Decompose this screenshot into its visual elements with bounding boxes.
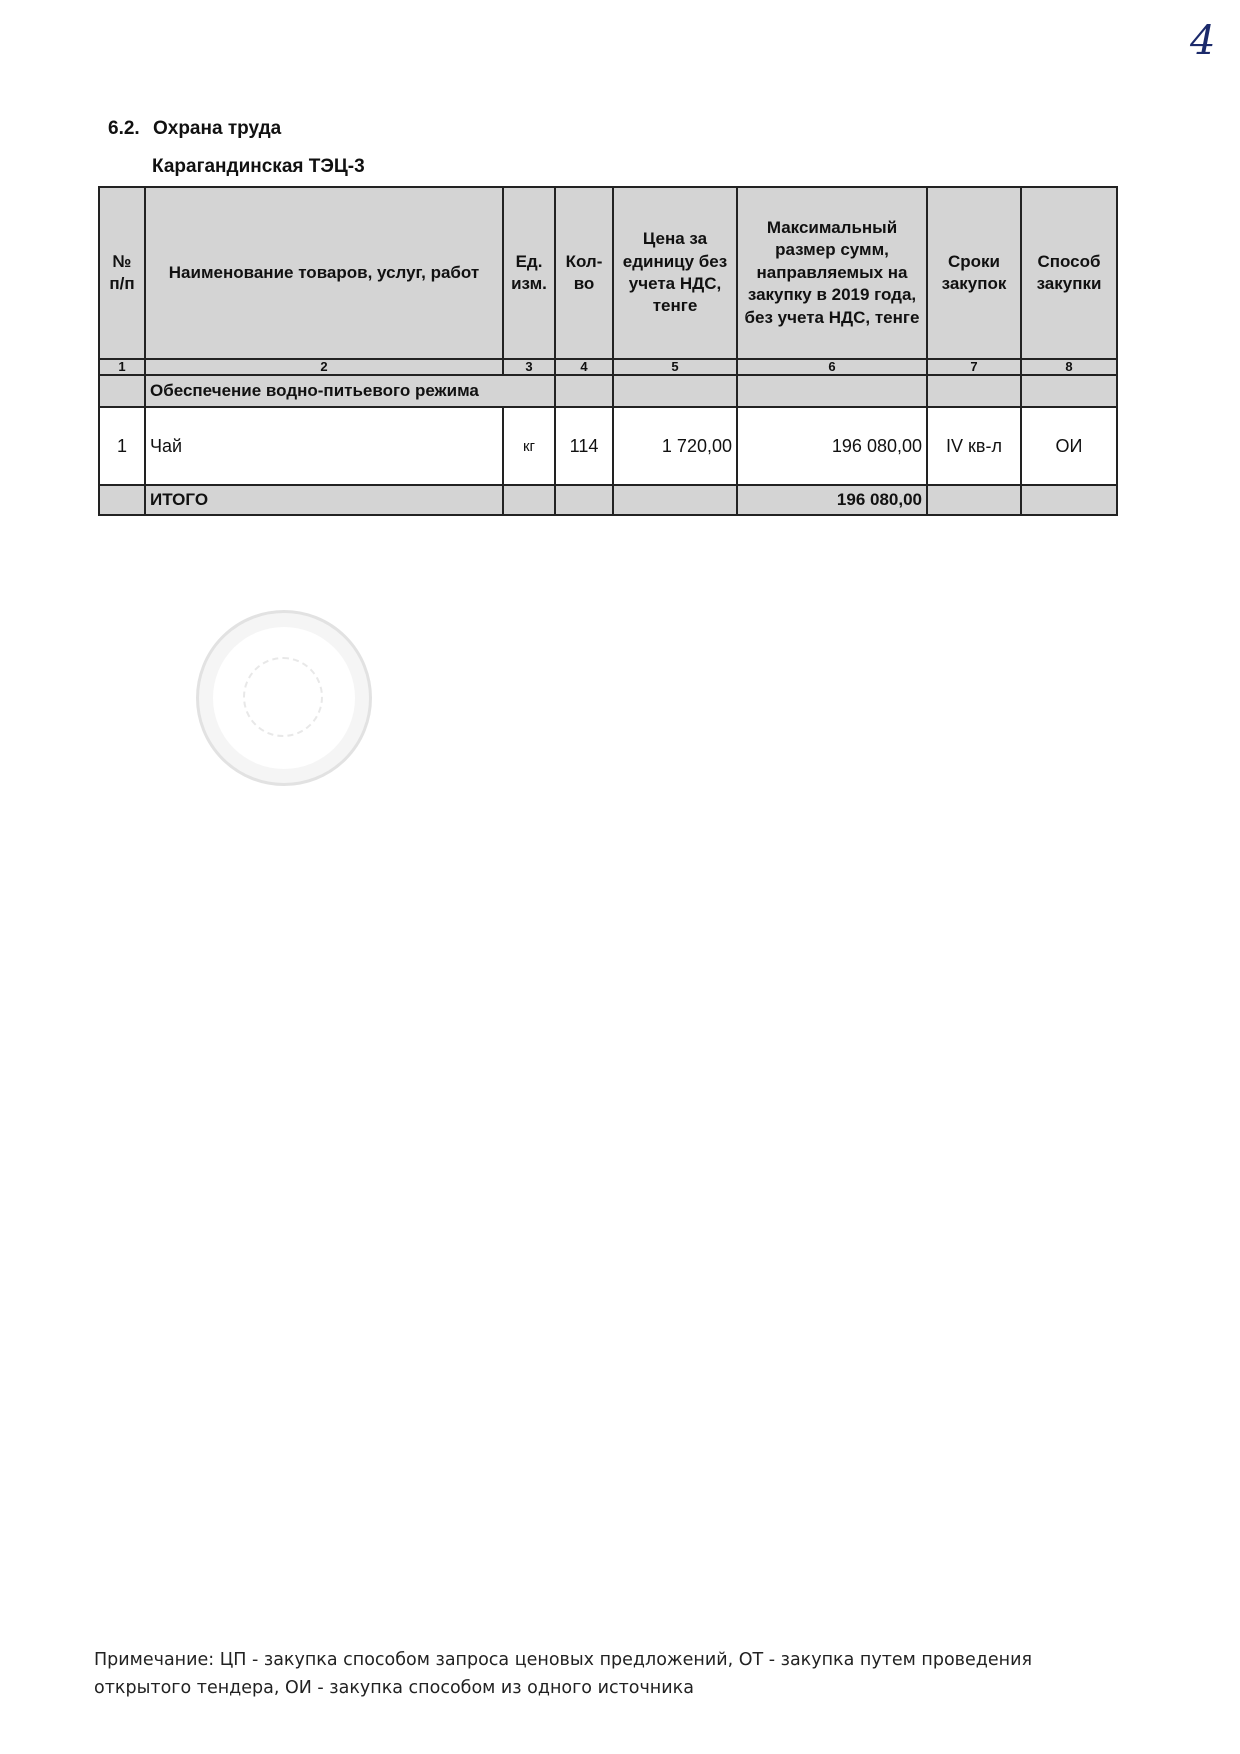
item-method: ОИ [1021, 407, 1117, 485]
group-cell-empty [927, 375, 1021, 407]
column-number: 7 [927, 359, 1021, 375]
group-row [99, 375, 1117, 407]
section-heading [108, 118, 281, 140]
footnote: Примечание: ЦП - закупка способом запроса ценовых предложений, ОТ - закупка путем проведения открытого тендера, ОИ - закупка способом из одного источника [94, 1650, 1032, 1698]
total-label: ИТОГО [145, 485, 503, 515]
item-period: IV кв-л [927, 407, 1021, 485]
total-cell-empty [503, 485, 555, 515]
item-name: Чай [145, 407, 503, 485]
row-number: 1 [99, 407, 145, 485]
group-label: Обеспечение водно-питьевого режима [145, 375, 555, 407]
column-number: 2 [145, 359, 503, 375]
column-number: 8 [1021, 359, 1117, 375]
column-number: 6 [737, 359, 927, 375]
total-row [99, 485, 1117, 515]
group-cell-empty [555, 375, 613, 407]
section-subtitle: Карагандинская ТЭЦ-3 [152, 156, 365, 177]
header-cell: Ед. изм. [503, 187, 555, 359]
column-number: 1 [99, 359, 145, 375]
column-number: 4 [555, 359, 613, 375]
total-cell-empty [1021, 485, 1117, 515]
table-row [99, 407, 1117, 485]
column-number: 3 [503, 359, 555, 375]
page-number-mark: 4 [1190, 18, 1216, 64]
header-cell: Максимальный размер сумм, направляемых на закупку в 2019 года, без учета НДС, тенге [737, 187, 927, 359]
total-cell-empty [613, 485, 737, 515]
header-cell: Наименование товаров, услуг, работ [145, 187, 503, 359]
item-unit-price: 1 720,00 [613, 407, 737, 485]
group-cell-empty [1021, 375, 1117, 407]
header-cell: Способ закупки [1021, 187, 1117, 359]
header-row [99, 187, 1117, 359]
faded-stamp [196, 610, 372, 786]
column-number-row [99, 359, 1117, 375]
header-cell: Цена за единицу без учета НДС, тенге [613, 187, 737, 359]
header-cell: Сроки закупок [927, 187, 1021, 359]
section-title: Охрана труда [152, 118, 282, 139]
total-amount: 196 080,00 [737, 485, 927, 515]
total-cell-empty [555, 485, 613, 515]
column-number: 5 [613, 359, 737, 375]
item-unit: кг [503, 407, 555, 485]
header-cell: № п/п [99, 187, 145, 359]
procurement-table [98, 186, 1118, 516]
group-cell-empty [737, 375, 927, 407]
group-cell-empty [613, 375, 737, 407]
header-cell: Кол-во [555, 187, 613, 359]
group-cell-empty [99, 375, 145, 407]
item-quantity: 114 [555, 407, 613, 485]
section-number: 6.2. [108, 118, 140, 139]
item-amount: 196 080,00 [737, 407, 927, 485]
total-cell-empty [99, 485, 145, 515]
total-cell-empty [927, 485, 1021, 515]
